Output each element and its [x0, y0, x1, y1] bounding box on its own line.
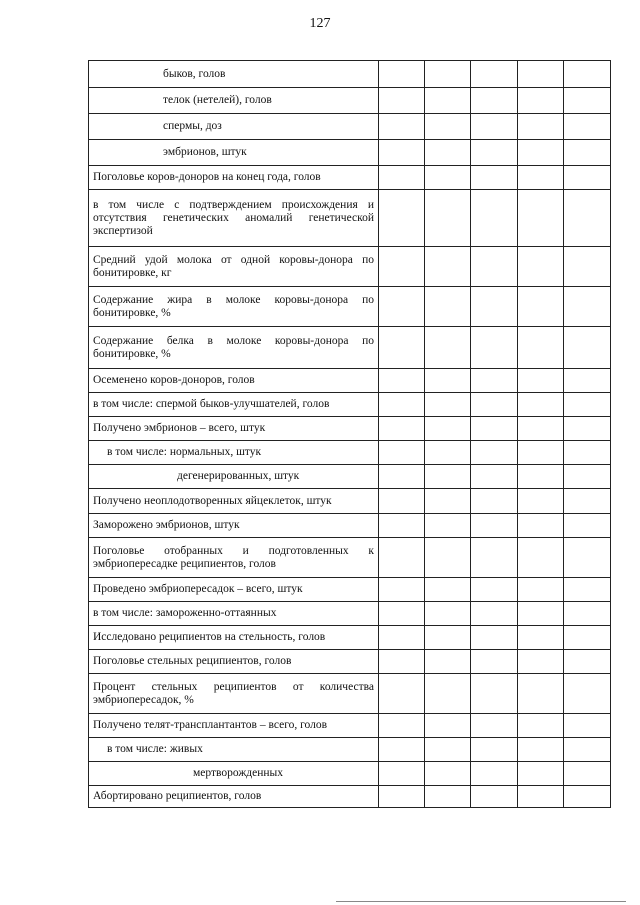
row-label-cell — [89, 166, 379, 190]
row-label-cell — [89, 650, 379, 674]
value-cell — [425, 786, 471, 808]
value-cell — [564, 762, 611, 786]
value-cell — [564, 114, 611, 140]
value-cell — [425, 327, 471, 369]
row-label-cell — [89, 602, 379, 626]
table-row — [89, 190, 611, 247]
row-label: в том числе: спермой быков-улучшателей, голов — [93, 398, 330, 410]
value-cell — [518, 650, 564, 674]
value-cell — [425, 602, 471, 626]
value-cell — [471, 786, 518, 808]
row-label-cell — [89, 88, 379, 114]
value-cell — [471, 441, 518, 465]
form-table — [88, 60, 611, 808]
row-label: Заморожено эмбрионов, штук — [93, 519, 240, 531]
value-cell — [471, 714, 518, 738]
table-row — [89, 166, 611, 190]
value-cell — [471, 287, 518, 327]
value-cell — [564, 738, 611, 762]
value-cell — [471, 762, 518, 786]
row-label-cell — [89, 327, 379, 369]
value-cell — [425, 417, 471, 441]
value-cell — [425, 538, 471, 578]
value-cell — [471, 88, 518, 114]
table-row — [89, 140, 611, 166]
row-label: Получено неоплодотворенных яйцеклеток, штук — [93, 494, 332, 507]
value-cell — [564, 602, 611, 626]
value-cell — [379, 88, 425, 114]
value-cell — [564, 140, 611, 166]
row-label-cell — [89, 714, 379, 738]
table-row — [89, 762, 611, 786]
row-label: эмбрионов, штук — [163, 146, 247, 158]
value-cell — [425, 465, 471, 489]
page-number: 127 — [309, 16, 331, 31]
value-cell — [471, 166, 518, 190]
value-cell — [564, 287, 611, 327]
table-row — [89, 578, 611, 602]
value-cell — [425, 714, 471, 738]
table-row — [89, 602, 611, 626]
bottom-rule — [336, 901, 626, 902]
table-row — [89, 738, 611, 762]
row-label-cell — [89, 190, 379, 247]
value-cell — [379, 578, 425, 602]
value-cell — [564, 441, 611, 465]
row-label-cell — [89, 674, 379, 714]
form-table-body — [89, 61, 611, 808]
value-cell — [564, 369, 611, 393]
table-row — [89, 287, 611, 327]
value-cell — [471, 626, 518, 650]
row-label-cell — [89, 61, 379, 88]
row-label-cell — [89, 738, 379, 762]
value-cell — [564, 626, 611, 650]
table-row — [89, 114, 611, 140]
value-cell — [379, 674, 425, 714]
value-cell — [518, 514, 564, 538]
table-row — [89, 417, 611, 441]
value-cell — [518, 247, 564, 287]
table-row — [89, 538, 611, 578]
value-cell — [471, 489, 518, 514]
value-cell — [518, 166, 564, 190]
value-cell — [564, 166, 611, 190]
value-cell — [518, 140, 564, 166]
value-cell — [425, 114, 471, 140]
value-cell — [564, 88, 611, 114]
value-cell — [379, 61, 425, 88]
row-label-cell — [89, 578, 379, 602]
value-cell — [379, 626, 425, 650]
value-cell — [518, 538, 564, 578]
row-label: спермы, доз — [163, 120, 222, 132]
row-label: в том числе с подтверждением происхождения и отсутствия генетических аномалий генетической экспертизой — [93, 198, 374, 237]
value-cell — [518, 786, 564, 808]
row-label: Поголовье отобранных и подготовленных к эмбриопересадке реципиентов, голов — [93, 544, 374, 570]
table-row — [89, 393, 611, 417]
row-label: Поголовье стельных реципиентов, голов — [93, 655, 292, 667]
value-cell — [425, 247, 471, 287]
row-label-cell — [89, 140, 379, 166]
value-cell — [379, 287, 425, 327]
value-cell — [425, 674, 471, 714]
row-label: Поголовье коров-доноров на конец года, голов — [93, 171, 321, 183]
value-cell — [379, 393, 425, 417]
value-cell — [564, 327, 611, 369]
row-label-cell — [89, 514, 379, 538]
value-cell — [564, 650, 611, 674]
value-cell — [518, 762, 564, 786]
table-row — [89, 714, 611, 738]
value-cell — [379, 166, 425, 190]
table-row — [89, 61, 611, 88]
value-cell — [425, 514, 471, 538]
value-cell — [379, 602, 425, 626]
row-label: в том числе: живых — [107, 743, 203, 755]
value-cell — [471, 393, 518, 417]
value-cell — [518, 578, 564, 602]
row-label-cell — [89, 287, 379, 327]
value-cell — [379, 140, 425, 166]
value-cell — [518, 88, 564, 114]
value-cell — [471, 650, 518, 674]
value-cell — [518, 393, 564, 417]
value-cell — [518, 674, 564, 714]
row-label: Проведено эмбриопересадок – всего, штук — [93, 583, 303, 595]
value-cell — [425, 441, 471, 465]
value-cell — [471, 602, 518, 626]
value-cell — [564, 393, 611, 417]
row-label: в том числе: нормальных, штук — [107, 446, 262, 458]
value-cell — [425, 762, 471, 786]
value-cell — [471, 140, 518, 166]
value-cell — [379, 514, 425, 538]
value-cell — [564, 247, 611, 287]
value-cell — [518, 626, 564, 650]
value-cell — [564, 489, 611, 514]
value-cell — [379, 114, 425, 140]
value-cell — [425, 578, 471, 602]
value-cell — [379, 489, 425, 514]
value-cell — [518, 738, 564, 762]
value-cell — [564, 714, 611, 738]
value-cell — [564, 538, 611, 578]
value-cell — [518, 190, 564, 247]
row-label-cell — [89, 441, 379, 465]
value-cell — [471, 247, 518, 287]
row-label: телок (нетелей), голов — [163, 94, 272, 106]
row-label: дегенерированных, штук — [177, 470, 300, 482]
value-cell — [425, 287, 471, 327]
value-cell — [425, 369, 471, 393]
value-cell — [471, 514, 518, 538]
row-label: Средний удой молока от одной коровы-донора по бонитировке, кг — [93, 253, 374, 279]
value-cell — [518, 369, 564, 393]
table-row — [89, 369, 611, 393]
value-cell — [379, 417, 425, 441]
value-cell — [518, 465, 564, 489]
value-cell — [471, 417, 518, 441]
value-cell — [564, 190, 611, 247]
table-row — [89, 247, 611, 287]
table-row — [89, 441, 611, 465]
value-cell — [471, 190, 518, 247]
value-cell — [564, 674, 611, 714]
value-cell — [564, 578, 611, 602]
row-label: мертворожденных — [193, 767, 284, 779]
value-cell — [518, 61, 564, 88]
value-cell — [425, 140, 471, 166]
row-label: в том числе: замороженно-оттаянных — [93, 607, 277, 619]
table-row — [89, 626, 611, 650]
value-cell — [379, 738, 425, 762]
value-cell — [379, 538, 425, 578]
row-label: Получено телят-трансплантантов – всего, голов — [93, 719, 328, 731]
row-label-cell — [89, 465, 379, 489]
value-cell — [379, 190, 425, 247]
value-cell — [471, 61, 518, 88]
row-label-cell — [89, 489, 379, 514]
row-label-cell — [89, 114, 379, 140]
value-cell — [379, 650, 425, 674]
value-cell — [379, 327, 425, 369]
table-row — [89, 514, 611, 538]
value-cell — [564, 786, 611, 808]
row-label-cell — [89, 417, 379, 441]
value-cell — [425, 88, 471, 114]
value-cell — [564, 417, 611, 441]
row-label-cell — [89, 393, 379, 417]
value-cell — [471, 538, 518, 578]
value-cell — [379, 441, 425, 465]
value-cell — [425, 738, 471, 762]
table-row — [89, 489, 611, 514]
row-label: Содержание белка в молоке коровы-донора по бонитировке, % — [93, 334, 374, 360]
table-row — [89, 650, 611, 674]
value-cell — [518, 287, 564, 327]
value-cell — [379, 714, 425, 738]
row-label: Получено эмбрионов – всего, штук — [93, 422, 266, 434]
value-cell — [471, 578, 518, 602]
value-cell — [471, 114, 518, 140]
value-cell — [379, 786, 425, 808]
row-label-cell — [89, 538, 379, 578]
value-cell — [564, 514, 611, 538]
value-cell — [518, 714, 564, 738]
value-cell — [425, 489, 471, 514]
table-row — [89, 327, 611, 369]
value-cell — [564, 61, 611, 88]
value-cell — [379, 465, 425, 489]
row-label-cell — [89, 762, 379, 786]
row-label-cell — [89, 247, 379, 287]
value-cell — [471, 465, 518, 489]
row-label-cell — [89, 626, 379, 650]
value-cell — [518, 114, 564, 140]
row-label-cell — [89, 369, 379, 393]
row-label: быков, голов — [163, 67, 226, 80]
value-cell — [471, 674, 518, 714]
row-label-cell — [89, 786, 379, 808]
value-cell — [379, 247, 425, 287]
row-label: Исследовано реципиентов на стельность, голов — [93, 631, 326, 643]
value-cell — [471, 369, 518, 393]
value-cell — [518, 441, 564, 465]
value-cell — [425, 166, 471, 190]
table-row — [89, 674, 611, 714]
row-label: Абортировано реципиентов, голов — [93, 790, 262, 802]
table-row — [89, 786, 611, 808]
value-cell — [518, 327, 564, 369]
row-label: Содержание жира в молоке коровы-донора по бонитировке, % — [93, 293, 374, 319]
value-cell — [425, 61, 471, 88]
value-cell — [425, 650, 471, 674]
value-cell — [471, 738, 518, 762]
value-cell — [564, 465, 611, 489]
value-cell — [518, 417, 564, 441]
value-cell — [518, 602, 564, 626]
row-label: Осеменено коров-доноров, голов — [93, 374, 255, 386]
table-row — [89, 88, 611, 114]
value-cell — [379, 762, 425, 786]
value-cell — [425, 190, 471, 247]
value-cell — [518, 489, 564, 514]
value-cell — [425, 626, 471, 650]
table-row — [89, 465, 611, 489]
value-cell — [425, 393, 471, 417]
value-cell — [379, 369, 425, 393]
value-cell — [471, 327, 518, 369]
row-label: Процент стельных реципиентов от количества эмбриопересадок, % — [93, 680, 374, 706]
